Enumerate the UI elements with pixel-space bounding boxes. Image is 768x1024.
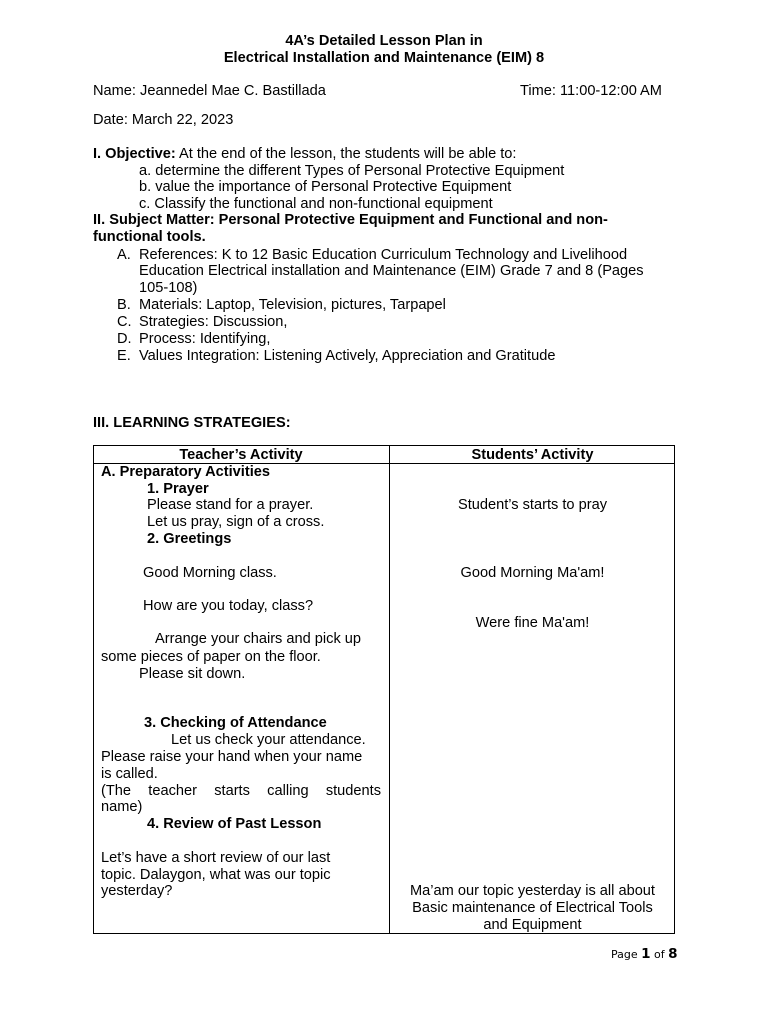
teacher-line: Please stand for a prayer. [147, 497, 314, 513]
page-word: Page [611, 948, 642, 961]
list-item-letter: A. [117, 247, 131, 263]
student-line: Student’s starts to pray [458, 497, 607, 513]
references-line: References: K to 12 Basic Education Curriculum Technology and Livelihood [139, 247, 628, 263]
objective-label: I. Objective: [93, 146, 176, 162]
prayer-heading: 1. Prayer [147, 481, 209, 497]
materials-line: Materials: Laptop, Television, pictures, Tarpapel [139, 297, 446, 313]
list-item-letter: B. [117, 297, 131, 313]
strategies-line: Strategies: Discussion, [139, 314, 288, 330]
teacher-line: topic. Dalaygon, what was our topic [101, 867, 331, 883]
of-word: of [650, 948, 669, 961]
objective-heading [93, 146, 516, 163]
teacher-name: Name: Jeannedel Mae C. Bastillada [93, 83, 326, 99]
document-title-line2: Electrical Installation and Maintenance (EIM) 8 [223, 50, 545, 66]
list-item-letter: D. [117, 331, 132, 347]
references-line: 105-108) [139, 280, 198, 296]
teacher-line: Good Morning class. [143, 565, 277, 581]
teacher-line: name) [101, 799, 143, 815]
objective-item: c. Classify the functional and non-functional equipment [139, 196, 493, 212]
class-time: Time: 11:00-12:00 AM [520, 83, 662, 99]
student-line: Were fine Ma'am! [475, 615, 590, 631]
teacher-line: Arrange your chairs and pick up [155, 631, 362, 647]
teacher-line: Please raise your hand when your name [101, 749, 363, 765]
teacher-line: (The teacher starts calling students [101, 783, 381, 799]
subject-matter-heading: II. Subject Matter: Personal Protective Equipment and Functional and non- [93, 212, 608, 228]
student-line: Basic maintenance of Electrical Tools [412, 900, 653, 916]
student-line: and Equipment [483, 917, 582, 933]
teacher-line: Let us check your attendance. [171, 732, 366, 748]
objective-item: a. determine the different Types of Personal Protective Equipment [139, 163, 565, 179]
process-line: Process: Identifying, [139, 331, 271, 347]
greetings-heading: 2. Greetings [147, 531, 232, 547]
list-item-letter: E. [117, 348, 131, 364]
subject-matter-heading-cont: functional tools. [93, 229, 206, 245]
objective-intro: At the end of the lesson, the students will be able to: [175, 146, 517, 162]
page-number [611, 946, 678, 963]
teacher-activity-header: Teacher’s Activity [179, 447, 303, 463]
student-line: Good Morning Ma'am! [460, 565, 605, 581]
lesson-date: Date: March 22, 2023 [93, 112, 234, 128]
learning-strategies-heading: III. LEARNING STRATEGIES: [93, 415, 291, 431]
teacher-line: Please sit down. [139, 666, 246, 682]
references-line: Education Electrical installation and Maintenance (EIM) Grade 7 and 8 (Pages [139, 263, 644, 279]
student-line: Ma’am our topic yesterday is all about [410, 883, 655, 899]
students-activity-header: Students’ Activity [471, 447, 594, 463]
total-pages: 8 [668, 946, 678, 962]
attendance-heading: 3. Checking of Attendance [144, 715, 327, 731]
teacher-line: yesterday? [101, 883, 173, 899]
preparatory-activities-heading: A. Preparatory Activities [101, 464, 270, 480]
teacher-line: Let us pray, sign of a cross. [147, 514, 325, 530]
teacher-line: How are you today, class? [143, 598, 314, 614]
teacher-line: Let’s have a short review of our last [101, 850, 331, 866]
list-item-letter: C. [117, 314, 132, 330]
current-page: 1 [641, 946, 651, 962]
teacher-line: is called. [101, 766, 158, 782]
table-column-divider [389, 445, 390, 934]
teacher-line: some pieces of paper on the floor. [101, 649, 321, 665]
values-integration-line: Values Integration: Listening Actively, Appreciation and Gratitude [139, 348, 556, 364]
objective-item: b. value the importance of Personal Protective Equipment [139, 179, 512, 195]
document-title-line1: 4A’s Detailed Lesson Plan in [285, 33, 483, 49]
review-heading: 4. Review of Past Lesson [147, 816, 322, 832]
